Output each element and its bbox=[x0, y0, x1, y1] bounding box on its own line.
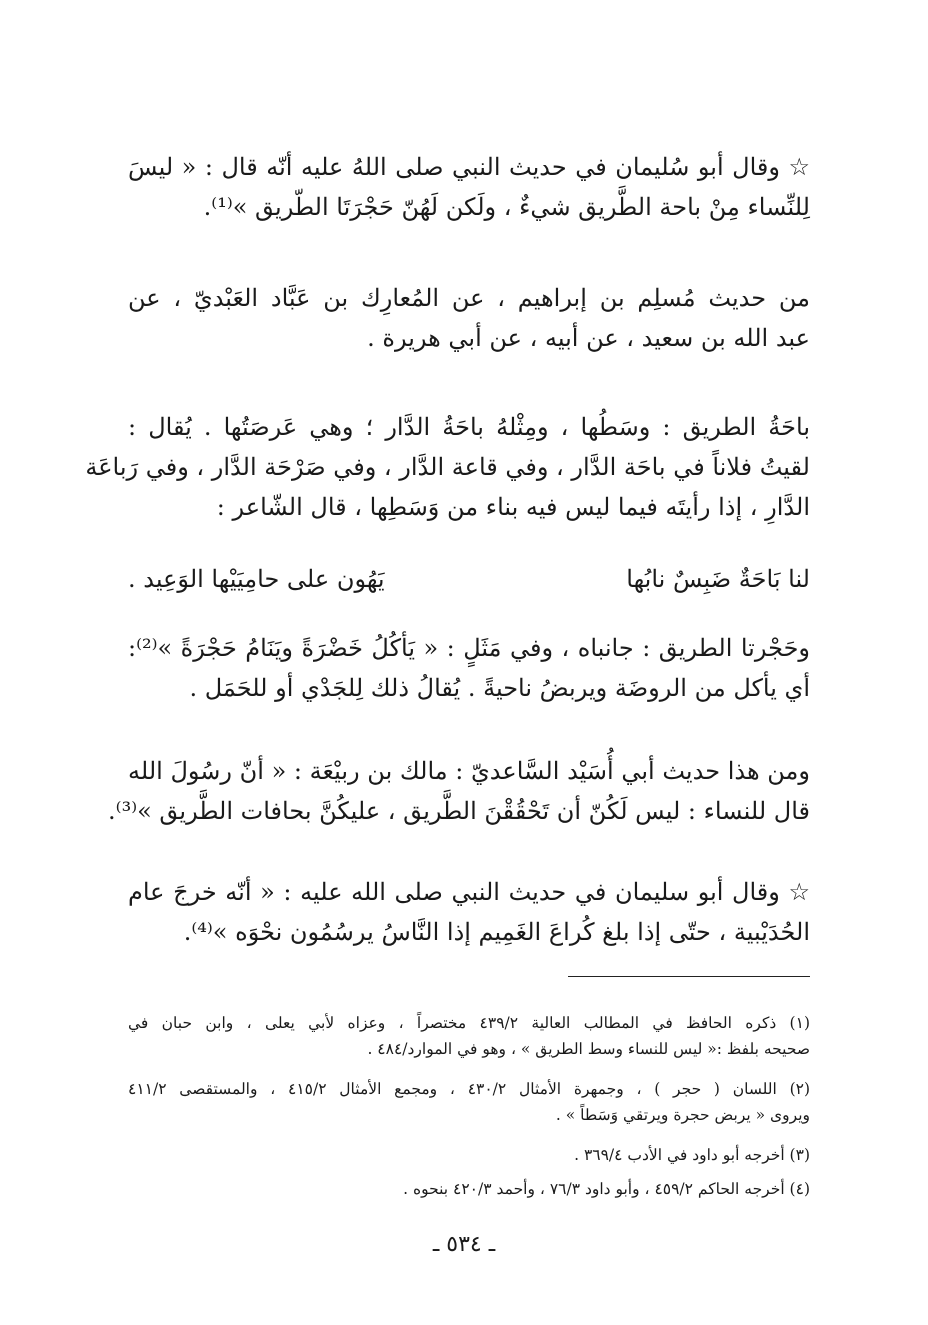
paragraph-line: الدَّارِ ، إذا رأيتَه فيما ليس فيه بناء من وَسَطِها ، قال الشّاعر : bbox=[216, 493, 810, 521]
footnote-line: (٤) أخرجه الحاكم ٤٥٩/٢ ، وأبو داود ٧٦/٣ ، وأحمد ٤٢٠/٣ بنحوه . bbox=[403, 1180, 810, 1198]
paragraph-3 bbox=[85, 411, 810, 531]
poetry-verse bbox=[128, 563, 810, 595]
paragraph-line: من حديث مُسلِم بن إبراهيم ، عن المُعارِك بن عَبَّاد العَبْديّ ، عن bbox=[128, 284, 810, 312]
paragraph-line: ☆ وقال أبو سليمان في حديث النبي صلى الله عليه : « أنّه خرجَ عام bbox=[128, 878, 810, 906]
footnote-line: (٢) اللسان ( حجر ) ، وجمهرة الأمثال ٤٣٠/٢ ، ومجمع الأمثال ٤١٥/٢ ، والمستقصى ٤١١/٢ bbox=[128, 1080, 811, 1098]
footnote-1 bbox=[128, 1012, 810, 1064]
paragraph-line: باحَةُ الطريق : وسَطُها ، ومِثْلهُ باحَةُ الدَّار ؛ وهي عَرصَتُها . يُقال : bbox=[128, 413, 810, 441]
paragraph-2 bbox=[128, 282, 810, 362]
paragraph-line: لِلنِّساء مِنْ باحة الطَّريق شيءٌ ، ولَكن لَهُنّ حَجْرَتَا الطّريق »⁽¹⁾. bbox=[203, 193, 810, 221]
paragraph-line: قال للنساء : ليس لَكُنّ أن تَحْقُقْنَ الطَّريق ، عليكُنَّ بحافات الطَّريق »⁽³⁾. bbox=[108, 797, 810, 825]
footnote-3 bbox=[128, 1144, 810, 1170]
paragraph-line: ☆ وقال أبو سُليمان في حديث النبي صلى اللهُ عليه أنّه قال : « ليسَ bbox=[128, 153, 810, 181]
paragraph-line: عبد الله بن سعيد ، عن أبيه ، عن أبي هريرة . bbox=[367, 324, 810, 352]
paragraph-line: ومن هذا حديث أبي أُسَيْد السَّاعديّ : مالك بن ربيْعَة : « أنّ رسُولَ الله bbox=[128, 757, 810, 785]
paragraph-line: الحُدَيْبية ، حتّى إذا بلغ كُراعَ الغَمِيم إذا النَّاسُ يرسُمُون نحْوَه »⁽⁴⁾. bbox=[183, 918, 810, 946]
paragraph-line: أي يأكل من الروضَة ويربضُ ناحيةً . يُقالُ ذلك لِلجَدْي أو للحَمَل . bbox=[189, 674, 810, 702]
footnote-4 bbox=[128, 1178, 810, 1204]
paragraph-line: لقيتُ فلاناً في باحَة الدَّار ، وفي قاعة الدَّار ، وفي صَرْحَة الدَّار ، وفي رَباعَة bbox=[85, 453, 810, 481]
paragraph-5 bbox=[108, 755, 810, 835]
footnote-line: (٣) أخرجه أبو داود في الأدب ٣٦٩/٤ . bbox=[574, 1146, 810, 1164]
paragraph-line: وحَجْرتا الطريق : جانباه ، وفي مَثَلٍ : « يَأكُلُ خَضْرَةً ويَنَامُ حَجْرَةً »⁽²⁾: bbox=[128, 634, 810, 662]
paragraph-6 bbox=[128, 876, 810, 956]
footnote-line: صحيحه بلفظ :« ليس للنساء وسط الطريق » ، وهو في الموارد/٤٨٤ . bbox=[367, 1040, 810, 1058]
footnote-2 bbox=[128, 1078, 810, 1130]
paragraph-1 bbox=[128, 151, 810, 231]
paragraph-4 bbox=[128, 632, 810, 712]
footnote-separator bbox=[568, 976, 810, 977]
verse-hemistich-left: يَهُون على حامِيَيْها الوَعِيد . bbox=[128, 565, 385, 593]
footnote-line: ويروى « يربض حجرة ويرتقي وَسَطاً » . bbox=[555, 1106, 810, 1124]
verse-hemistich-right: لنا بَاحَةٌ ضَبِسٌ نابُها bbox=[626, 565, 810, 593]
page-number: ـ ٥٣٤ ـ bbox=[432, 1232, 496, 1257]
footnote-line: (١) ذكره الحافظ في المطالب العالية ٤٣٩/٢ مختصراً ، وعزاه لأبي يعلى ، وابن حبان في bbox=[128, 1014, 810, 1032]
